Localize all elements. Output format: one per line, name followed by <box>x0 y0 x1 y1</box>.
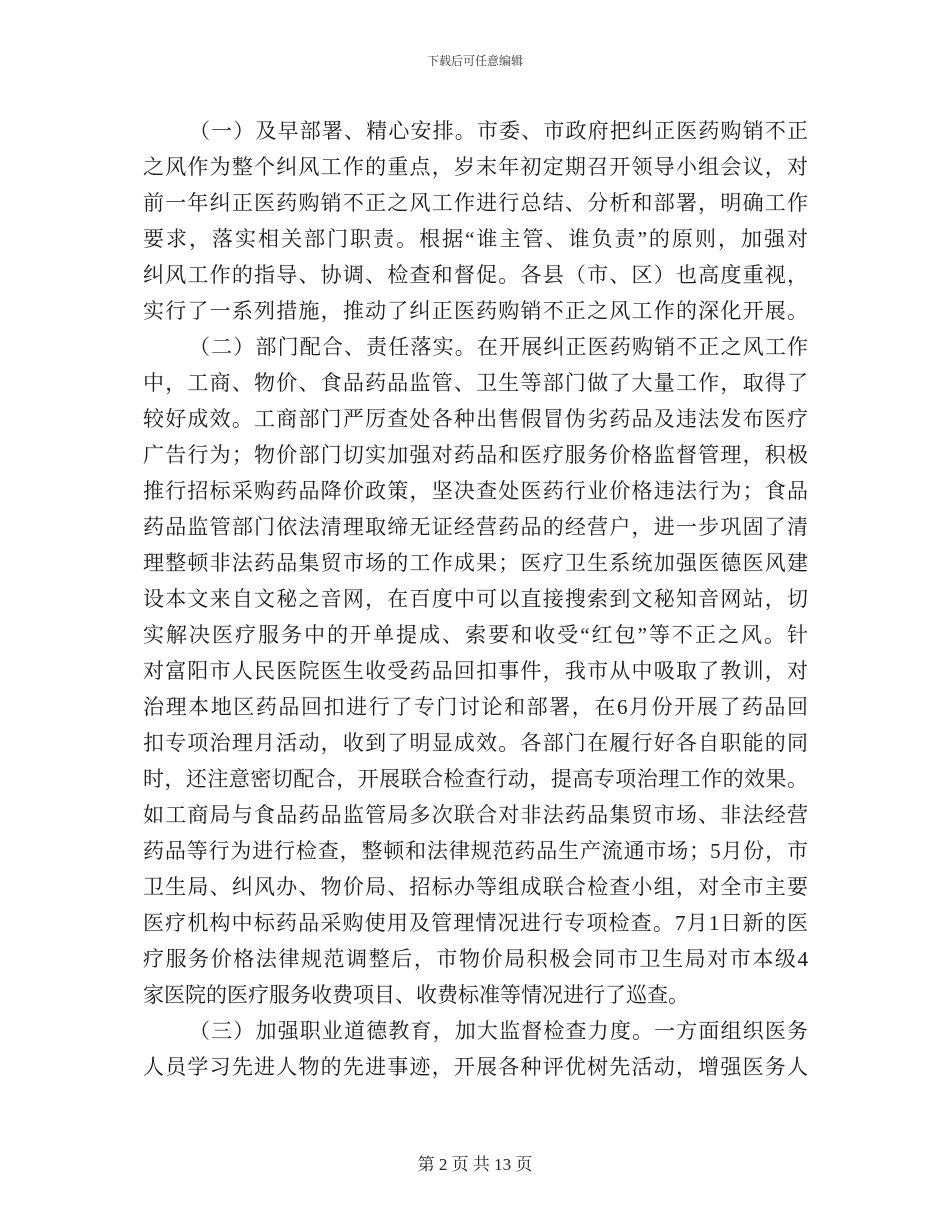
text-line: 时，还注意密切配合，开展联合检查行动，提高专项治理工作的效果。 <box>143 767 808 791</box>
text-line: 之风作为整个纠风工作的重点，岁末年初定期召开领导小组会议，对 <box>143 155 808 179</box>
paragraph-3 <box>143 1013 808 1085</box>
text-line: 实行了一系列措施，推动了纠正医药购销不正之风工作的深化开展。 <box>143 299 808 323</box>
paragraph-2 <box>143 329 808 1013</box>
text-line: 实解决医疗服务中的开单提成、索要和收受“红包”等不正之风。针 <box>143 623 808 647</box>
text-line: 如工商局与食品药品监管局多次联合对非法药品集贸市场、非法经营 <box>143 803 808 827</box>
text-line: 设本文来自文秘之音网，在百度中可以直接搜索到文秘知音网站，切 <box>143 587 808 611</box>
text-line: 人员学习先进人物的先进事迹，开展各种评优树先活动，增强医务人 <box>143 1055 808 1079</box>
text-line: 较好成效。工商部门严厉查处各种出售假冒伪劣药品及违法发布医疗 <box>143 407 808 431</box>
text-line: 理整顿非法药品集贸市场的工作成果；医疗卫生系统加强医德医风建 <box>143 551 808 575</box>
text-line: 药品监管部门依法清理取缔无证经营药品的经营户，进一步巩固了清 <box>143 515 808 539</box>
text-line: 治理本地区药品回扣进行了专门讨论和部署，在6月份开展了药品回 <box>143 695 808 719</box>
text-line: （三）加强职业道德教育，加大监督检查力度。一方面组织医务 <box>189 1019 808 1043</box>
text-line: 广告行为；物价部门切实加强对药品和医疗服务价格监督管理，积极 <box>143 443 808 467</box>
text-line: （二）部门配合、责任落实。在开展纠正医药购销不正之风工作 <box>189 335 808 359</box>
body-text <box>143 113 808 1085</box>
paragraph-1 <box>143 113 808 329</box>
text-line: 卫生局、纠风办、物价局、招标办等组成联合检查小组，对全市主要 <box>143 875 808 899</box>
text-line: 对富阳市人民医院医生收受药品回扣事件，我市从中吸取了教训，对 <box>143 659 808 683</box>
text-line: 纠风工作的指导、协调、检查和督促。各县（市、区）也高度重视， <box>143 263 808 287</box>
text-line: 推行招标采购药品降价政策，坚决查处医药行业价格违法行为；食品 <box>143 479 808 503</box>
text-line: （一）及早部署、精心安排。市委、市政府把纠正医药购销不正 <box>189 119 808 143</box>
text-line: 扣专项治理月活动，收到了明显成效。各部门在履行好各自职能的同 <box>143 731 808 755</box>
page-number: 第 2 页 共 13 页 <box>417 1155 533 1174</box>
text-line: 中，工商、物价、食品药品监管、卫生等部门做了大量工作，取得了 <box>143 371 808 395</box>
header-note: 下载后可任意编辑 <box>426 54 523 68</box>
text-line: 家医院的医疗服务收费项目、收费标准等情况进行了巡查。 <box>143 983 689 1007</box>
text-line: 医疗机构中标药品采购使用及管理情况进行专项检查。7月1日新的医 <box>143 911 808 935</box>
text-line: 药品等行为进行检查，整顿和法律规范药品生产流通市场；5月份，市 <box>143 839 808 863</box>
text-line: 疗服务价格法律规范调整后，市物价局积极会同市卫生局对市本级4 <box>143 947 808 971</box>
text-line: 要求，落实相关部门职责。根据“谁主管、谁负责”的原则，加强对 <box>143 227 808 251</box>
text-line: 前一年纠正医药购销不正之风工作进行总结、分析和部署，明确工作 <box>143 191 808 215</box>
